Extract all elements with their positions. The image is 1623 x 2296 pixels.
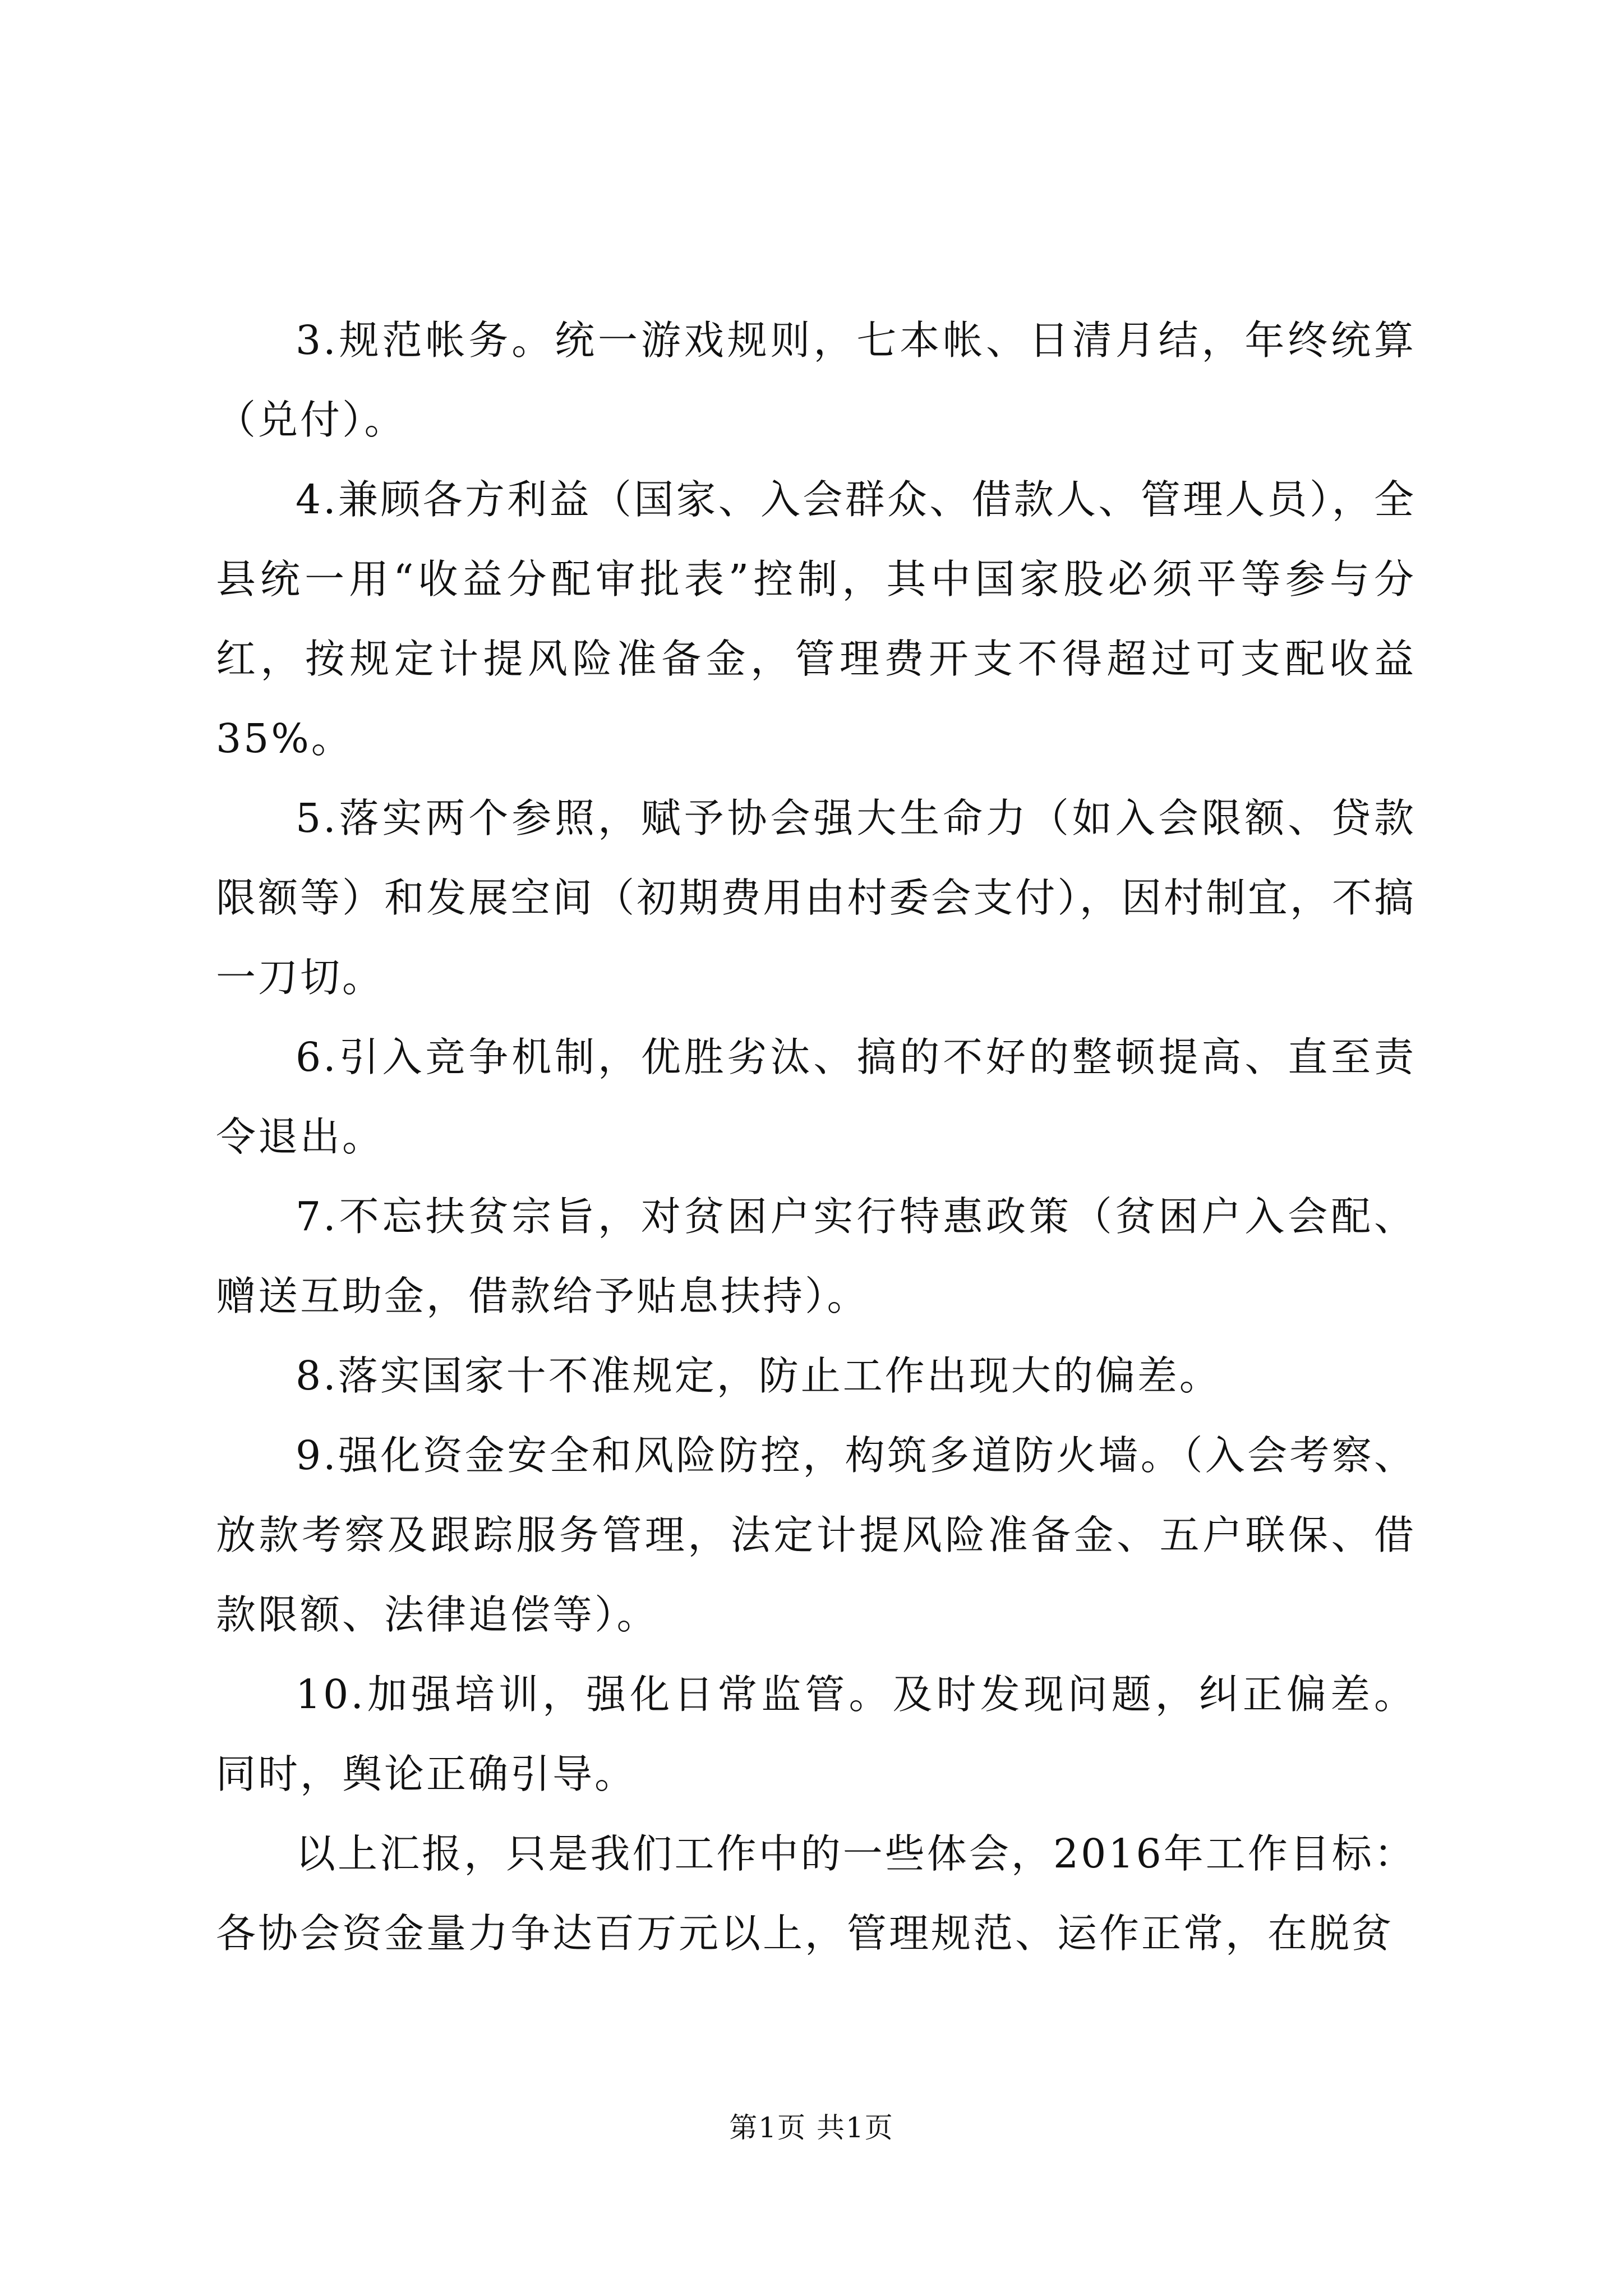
paragraph-8: 8.落实国家十不准规定，防止工作出现大的偏差。: [296, 1352, 1221, 1399]
page-footer: 第1页 共1页: [729, 2111, 894, 2144]
paragraph-7: 7.不忘扶贫宗旨，对贫困户实行特惠政策（贫困户入会配、赠送互助金，借款给予贴息扶持）。: [216, 1193, 1416, 1319]
paragraph-6: 6.引入竞争机制，优胜劣汰、搞的不好的整顿提高、直至责令退出。: [216, 1034, 1416, 1160]
paragraph-3: 3.规范帐务。统一游戏规则，七本帐、日清月结，年终统算（兑付）。: [216, 317, 1416, 443]
paragraph-summary: 以上汇报，只是我们工作中的一些体会，2016年工作目标：各协会资金量力争达百万元以上，管理规范、运作正常，在脱贫: [216, 1830, 1416, 1957]
paragraph-5: 5.落实两个参照，赋予协会强大生命力（如入会限额、贷款限额等）和发展空间（初期费用由村委会支付），因村制宜，不搞一刀切。: [216, 795, 1416, 1001]
paragraph-4: 4.兼顾各方利益（国家、入会群众、借款人、管理人员），全县统一用“收益分配审批表”控制，其中国家股必须平等参与分红，按规定计提风险准备金，管理费开支不得超过可支配收益35%。: [216, 476, 1416, 762]
paragraph-9: 9.强化资金安全和风险防控，构筑多道防火墙。（入会考察、放款考察及跟踪服务管理，法定计提风险准备金、五户联保、借款限额、法律追偿等）。: [216, 1432, 1416, 1638]
document-body: [216, 301, 1416, 1973]
paragraph-10: 10.加强培训，强化日常监管。及时发现问题，纠正偏差。同时，舆论正确引导。: [216, 1671, 1416, 1797]
